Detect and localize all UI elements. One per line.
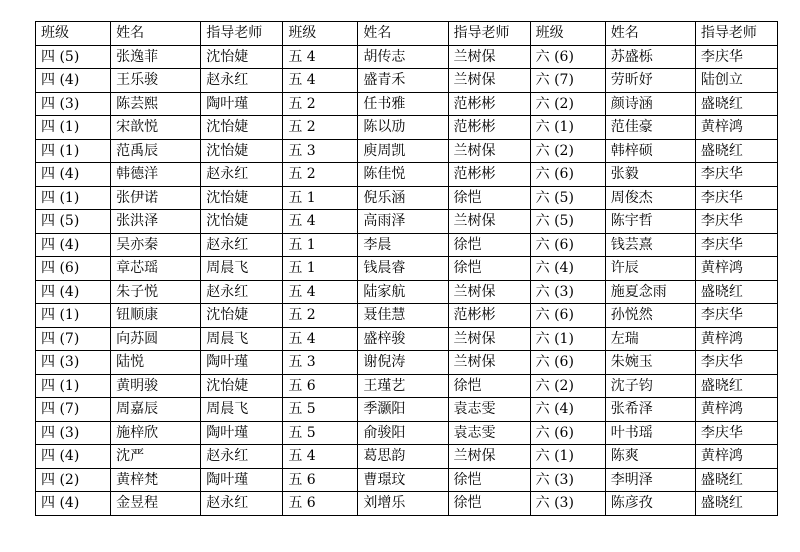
cell-name: 黄梓梵	[111, 468, 201, 492]
cell-teacher: 兰树保	[448, 69, 530, 93]
cell-name: 葛思韵	[358, 445, 448, 469]
cell-name: 陆悦	[111, 351, 201, 375]
cell-name: 吴亦秦	[111, 233, 201, 257]
cell-class: 五 2	[283, 116, 358, 140]
cell-teacher: 黄梓鸿	[695, 116, 777, 140]
cell-teacher: 赵永红	[201, 492, 283, 516]
cell-class: 六 (7)	[530, 69, 605, 93]
cell-class: 四 (7)	[36, 327, 111, 351]
header-cell-name: 姓名	[111, 22, 201, 46]
header-cell-class: 班级	[36, 22, 111, 46]
cell-name: 聂佳慧	[358, 304, 448, 328]
cell-teacher: 周晨飞	[201, 398, 283, 422]
cell-class: 四 (7)	[36, 398, 111, 422]
header-cell-name: 姓名	[358, 22, 448, 46]
cell-class: 四 (4)	[36, 163, 111, 187]
cell-name: 钱晨睿	[358, 257, 448, 281]
cell-name: 沈严	[111, 445, 201, 469]
cell-teacher: 兰树保	[448, 280, 530, 304]
cell-name: 向苏圆	[111, 327, 201, 351]
cell-teacher: 范彬彬	[448, 92, 530, 116]
table-header	[36, 22, 778, 46]
table-body	[36, 45, 778, 515]
cell-name: 陈爽	[605, 445, 695, 469]
cell-teacher: 盛晓红	[695, 492, 777, 516]
cell-class: 五 4	[283, 445, 358, 469]
cell-name: 俞骏阳	[358, 421, 448, 445]
cell-name: 倪乐涵	[358, 186, 448, 210]
cell-teacher: 徐恺	[448, 257, 530, 281]
cell-name: 刘增乐	[358, 492, 448, 516]
table-row	[36, 468, 778, 492]
header-cell-class: 班级	[283, 22, 358, 46]
cell-class: 四 (1)	[36, 186, 111, 210]
cell-name: 张毅	[605, 163, 695, 187]
cell-class: 五 2	[283, 92, 358, 116]
cell-name: 王乐骏	[111, 69, 201, 93]
cell-teacher: 周晨飞	[201, 327, 283, 351]
cell-class: 五 4	[283, 69, 358, 93]
header-cell-name: 姓名	[605, 22, 695, 46]
cell-name: 陈佳悦	[358, 163, 448, 187]
cell-class: 六 (6)	[530, 304, 605, 328]
cell-class: 五 5	[283, 398, 358, 422]
cell-teacher: 黄梓鸿	[695, 398, 777, 422]
cell-name: 范禹辰	[111, 139, 201, 163]
cell-class: 六 (6)	[530, 421, 605, 445]
cell-teacher: 李庆华	[695, 304, 777, 328]
cell-name: 陈芸熙	[111, 92, 201, 116]
cell-name: 陈宇哲	[605, 210, 695, 234]
cell-teacher: 赵永红	[201, 233, 283, 257]
table-row	[36, 257, 778, 281]
cell-name: 许辰	[605, 257, 695, 281]
cell-class: 六 (2)	[530, 92, 605, 116]
cell-class: 六 (2)	[530, 139, 605, 163]
cell-name: 庾周凯	[358, 139, 448, 163]
cell-name: 朱子悦	[111, 280, 201, 304]
cell-teacher: 李庆华	[695, 163, 777, 187]
cell-teacher: 李庆华	[695, 233, 777, 257]
cell-teacher: 沈怡婕	[201, 210, 283, 234]
table-row	[36, 445, 778, 469]
cell-class: 四 (4)	[36, 69, 111, 93]
cell-class: 六 (1)	[530, 445, 605, 469]
cell-teacher: 陶叶瑾	[201, 421, 283, 445]
cell-name: 施梓欣	[111, 421, 201, 445]
table-row	[36, 233, 778, 257]
cell-name: 盛青禾	[358, 69, 448, 93]
table-row	[36, 421, 778, 445]
table-row	[36, 304, 778, 328]
cell-class: 五 5	[283, 421, 358, 445]
cell-class: 四 (1)	[36, 304, 111, 328]
table-row	[36, 374, 778, 398]
cell-teacher: 兰树保	[448, 445, 530, 469]
cell-name: 张逸菲	[111, 45, 201, 69]
cell-name: 钱芸熹	[605, 233, 695, 257]
cell-class: 六 (4)	[530, 398, 605, 422]
cell-name: 周嘉辰	[111, 398, 201, 422]
cell-class: 四 (4)	[36, 280, 111, 304]
cell-class: 六 (2)	[530, 374, 605, 398]
cell-teacher: 沈怡婕	[201, 374, 283, 398]
cell-teacher: 徐恺	[448, 468, 530, 492]
cell-class: 六 (4)	[530, 257, 605, 281]
cell-class: 四 (3)	[36, 92, 111, 116]
cell-name: 左瑞	[605, 327, 695, 351]
cell-name: 谢倪涛	[358, 351, 448, 375]
cell-teacher: 徐恺	[448, 186, 530, 210]
cell-teacher: 赵永红	[201, 280, 283, 304]
cell-class: 五 6	[283, 492, 358, 516]
cell-name: 颜诗涵	[605, 92, 695, 116]
cell-teacher: 陶叶瑾	[201, 92, 283, 116]
cell-teacher: 沈怡婕	[201, 45, 283, 69]
cell-name: 韩梓硕	[605, 139, 695, 163]
cell-class: 四 (3)	[36, 351, 111, 375]
cell-name: 周俊杰	[605, 186, 695, 210]
header-cell-teacher: 指导老师	[201, 22, 283, 46]
cell-name: 李明泽	[605, 468, 695, 492]
cell-teacher: 兰树保	[448, 327, 530, 351]
cell-teacher: 陶叶瑾	[201, 351, 283, 375]
table-row	[36, 351, 778, 375]
cell-class: 六 (3)	[530, 280, 605, 304]
cell-name: 季灏阳	[358, 398, 448, 422]
table-row	[36, 139, 778, 163]
cell-name: 苏盛栎	[605, 45, 695, 69]
cell-name: 劳昕妤	[605, 69, 695, 93]
header-cell-teacher: 指导老师	[695, 22, 777, 46]
cell-class: 四 (1)	[36, 116, 111, 140]
cell-teacher: 兰树保	[448, 351, 530, 375]
table-row	[36, 116, 778, 140]
cell-class: 六 (1)	[530, 116, 605, 140]
cell-class: 六 (1)	[530, 327, 605, 351]
cell-class: 四 (4)	[36, 445, 111, 469]
cell-teacher: 沈怡婕	[201, 304, 283, 328]
cell-teacher: 黄梓鸿	[695, 445, 777, 469]
cell-teacher: 盛晓红	[695, 92, 777, 116]
cell-teacher: 陆创立	[695, 69, 777, 93]
cell-name: 陈以劢	[358, 116, 448, 140]
cell-class: 六 (5)	[530, 186, 605, 210]
table-row	[36, 186, 778, 210]
cell-name: 沈子钧	[605, 374, 695, 398]
cell-teacher: 黄梓鸿	[695, 257, 777, 281]
cell-name: 张洪泽	[111, 210, 201, 234]
cell-class: 六 (6)	[530, 163, 605, 187]
cell-name: 盛梓骏	[358, 327, 448, 351]
cell-class: 四 (5)	[36, 210, 111, 234]
cell-teacher: 盛晓红	[695, 139, 777, 163]
cell-name: 陈彦孜	[605, 492, 695, 516]
cell-name: 范佳豪	[605, 116, 695, 140]
cell-teacher: 李庆华	[695, 421, 777, 445]
table-row	[36, 92, 778, 116]
cell-name: 叶书瑶	[605, 421, 695, 445]
cell-name: 章芯瑶	[111, 257, 201, 281]
cell-teacher: 李庆华	[695, 45, 777, 69]
cell-class: 五 2	[283, 304, 358, 328]
table-row	[36, 69, 778, 93]
cell-teacher: 袁志雯	[448, 421, 530, 445]
cell-teacher: 赵永红	[201, 445, 283, 469]
cell-name: 任书雅	[358, 92, 448, 116]
cell-class: 四 (1)	[36, 374, 111, 398]
cell-teacher: 范彬彬	[448, 304, 530, 328]
cell-name: 胡传志	[358, 45, 448, 69]
cell-class: 五 2	[283, 163, 358, 187]
cell-class: 四 (3)	[36, 421, 111, 445]
cell-teacher: 赵永红	[201, 163, 283, 187]
cell-teacher: 范彬彬	[448, 116, 530, 140]
cell-teacher: 兰树保	[448, 45, 530, 69]
cell-teacher: 沈怡婕	[201, 186, 283, 210]
table-row	[36, 210, 778, 234]
table-row	[36, 492, 778, 516]
cell-teacher: 黄梓鸿	[695, 327, 777, 351]
cell-class: 五 6	[283, 374, 358, 398]
cell-teacher: 徐恺	[448, 492, 530, 516]
cell-teacher: 李庆华	[695, 186, 777, 210]
cell-teacher: 赵永红	[201, 69, 283, 93]
cell-name: 张希泽	[605, 398, 695, 422]
cell-class: 四 (6)	[36, 257, 111, 281]
cell-class: 五 1	[283, 186, 358, 210]
cell-class: 四 (4)	[36, 492, 111, 516]
table-row	[36, 280, 778, 304]
cell-name: 黄明骏	[111, 374, 201, 398]
cell-teacher: 李庆华	[695, 351, 777, 375]
cell-name: 施夏念雨	[605, 280, 695, 304]
cell-teacher: 袁志雯	[448, 398, 530, 422]
cell-name: 钮顺康	[111, 304, 201, 328]
cell-teacher: 陶叶瑾	[201, 468, 283, 492]
cell-class: 五 1	[283, 257, 358, 281]
cell-class: 六 (3)	[530, 468, 605, 492]
student-teacher-table	[35, 21, 778, 516]
cell-name: 金昱程	[111, 492, 201, 516]
cell-class: 六 (5)	[530, 210, 605, 234]
cell-teacher: 李庆华	[695, 210, 777, 234]
cell-teacher: 周晨飞	[201, 257, 283, 281]
cell-class: 四 (5)	[36, 45, 111, 69]
table-row	[36, 398, 778, 422]
cell-teacher: 盛晓红	[695, 468, 777, 492]
cell-class: 五 4	[283, 280, 358, 304]
cell-name: 张伊诺	[111, 186, 201, 210]
cell-teacher: 范彬彬	[448, 163, 530, 187]
cell-class: 五 6	[283, 468, 358, 492]
cell-teacher: 兰树保	[448, 139, 530, 163]
cell-class: 六 (6)	[530, 233, 605, 257]
document-sheet	[35, 21, 778, 516]
cell-name: 高雨泽	[358, 210, 448, 234]
cell-class: 六 (3)	[530, 492, 605, 516]
cell-teacher: 沈怡婕	[201, 116, 283, 140]
table-row	[36, 327, 778, 351]
cell-name: 朱婉玉	[605, 351, 695, 375]
cell-name: 韩德洋	[111, 163, 201, 187]
cell-class: 四 (4)	[36, 233, 111, 257]
header-cell-class: 班级	[530, 22, 605, 46]
cell-name: 王瑾艺	[358, 374, 448, 398]
cell-teacher: 盛晓红	[695, 280, 777, 304]
cell-class: 五 1	[283, 233, 358, 257]
cell-teacher: 沈怡婕	[201, 139, 283, 163]
header-cell-teacher: 指导老师	[448, 22, 530, 46]
cell-name: 宋歆悦	[111, 116, 201, 140]
cell-teacher: 徐恺	[448, 374, 530, 398]
cell-class: 六 (6)	[530, 45, 605, 69]
cell-name: 陆家航	[358, 280, 448, 304]
cell-class: 五 4	[283, 327, 358, 351]
table-row	[36, 45, 778, 69]
cell-name: 李晨	[358, 233, 448, 257]
cell-class: 五 4	[283, 45, 358, 69]
cell-teacher: 盛晓红	[695, 374, 777, 398]
cell-class: 四 (2)	[36, 468, 111, 492]
cell-teacher: 徐恺	[448, 233, 530, 257]
cell-name: 曹璟玟	[358, 468, 448, 492]
cell-class: 五 4	[283, 210, 358, 234]
cell-class: 四 (1)	[36, 139, 111, 163]
cell-class: 五 3	[283, 351, 358, 375]
header-row	[36, 22, 778, 46]
cell-teacher: 兰树保	[448, 210, 530, 234]
cell-class: 六 (6)	[530, 351, 605, 375]
cell-class: 五 3	[283, 139, 358, 163]
table-row	[36, 163, 778, 187]
cell-name: 孙悦然	[605, 304, 695, 328]
